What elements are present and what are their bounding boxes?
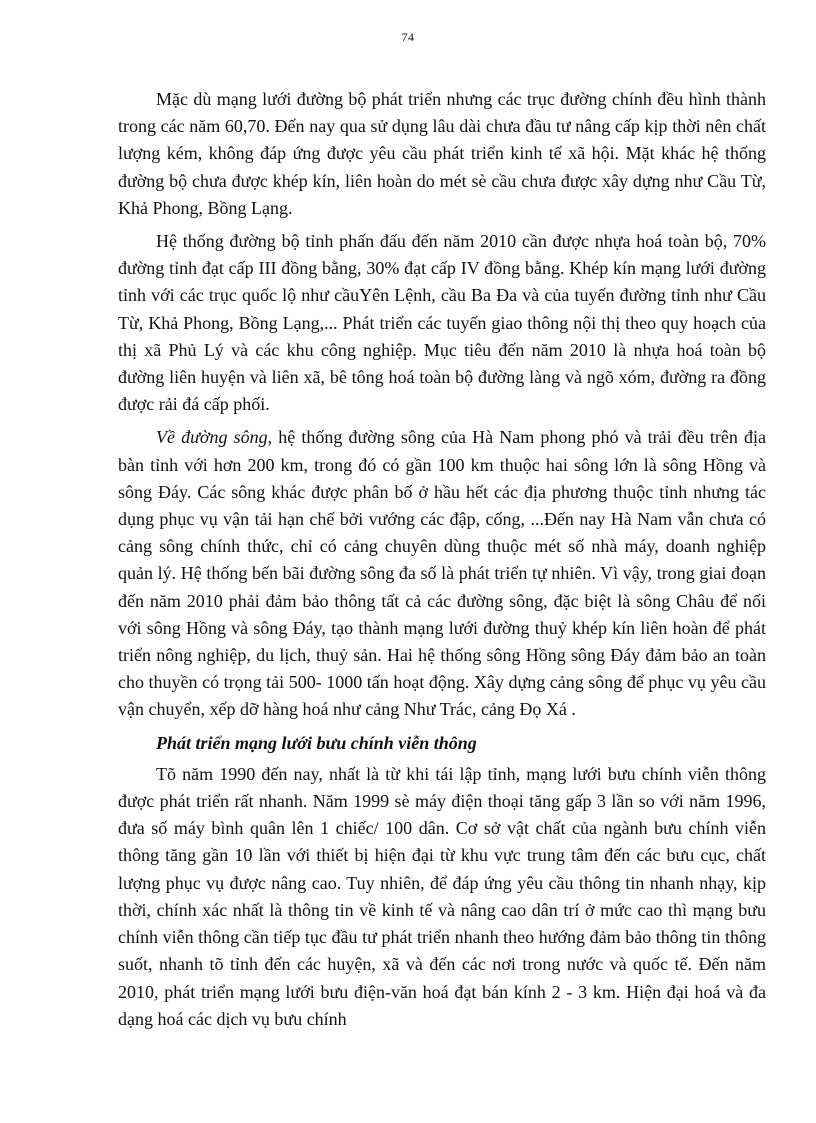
paragraph-road-network-status: Mặc dù mạng lưới đường bộ phát triển nhưng các trục đường chính đều hình thành trong các năm 60,70. Đến nay qua sử dụng lâu dài chưa đầu tư nâng cấp kịp thời nên chất lượng kém, không đáp ứng được yêu cầu phát triển kinh tế xã hội. Mặt khác hệ thống đường bộ chưa được khép kín, liên hoàn do mét sè cầu chưa được xây dựng như Cầu Từ, Khả Phong, Bồng Lạng. (118, 89, 766, 218)
page-number: 74 (401, 30, 415, 44)
waterways-body-text: , hệ thống đường sông của Hà Nam phong phó và trải đều trên địa bàn tỉnh với hơn 200 km, trong đó có gần 100 km thuộc hai sông lớn là sông Hồng và sông Đáy. Các sông khác được phân bố ở hầu hết các địa phương thuộc tỉnh nhưng tác dụng phục vụ vận tải hạn chế bởi vướng các đập, cống, ...Đến nay Hà Nam vẫn chưa có cảng sông chính thức, chỉ có cảng chuyên dùng thuộc mét số nhà máy, doanh nghiệp quản lý. Hệ thống bến bãi đường sông đa số là phát triển tự nhiên. Vì vậy, trong giai đoạn đến năm 2010 phải đảm bảo thông tất cả các đường sông, đặc biệt là sông Châu để nối với sông Hồng và sông Đáy, tạo thành mạng lưới đường thuỷ khép kín liên hoàn để phát triển nông nghiệp, du lịch, thuỷ sản. Hai hệ thống sông Hồng sông Đáy đảm bảo an toàn cho thuyền có trọng tải 500- 1000 tấn hoạt động. Xây dựng cảng sông để phục vụ yêu cầu vận chuyển, xếp dỡ hàng hoá như cảng Như Trác, cảng Đọ Xá . (118, 427, 766, 720)
paragraph-telecom: Tõ năm 1990 đến nay, nhất là từ khi tái lập tỉnh, mạng lưới bưu chính viễn thông được phát triển rất nhanh. Năm 1999 sè máy điện thoại tăng gấp 3 lần so với năm 1996, đưa số máy bình quân lên 1 chiếc/ 100 dân. Cơ sở vật chất của ngành bưu chính viễn thông tăng gần 10 lần với thiết bị hiện đại từ khu vực trung tâm đến các bưu cục, chất lượng phục vụ được nâng cao. Tuy nhiên, để đáp ứng yêu cầu thông tin nhanh nhạy, kịp thời, chính xác nhất là thông tin về kinh tế và nâng cao dân trí ở mức cao thì mạng bưu chính viễn thông cần tiếp tục đầu tư phát triển nhanh theo hướng đảm bảo thông tin thông suốt, nhanh tõ tỉnh đến các huyện, xã và đến các nơi trong nước và quốc tế. Đến năm 2010, phát triển mạng lưới bưu điện-văn hoá đạt bán kính 2 - 3 km. Hiện đại hoá và đa dạng hoá các dịch vụ bưu chính (118, 763, 766, 1029)
section-heading-telecom: Phát triển mạng lưới bưu chính viễn thông (156, 732, 477, 753)
paragraph-road-development-plan: Hệ thống đường bộ tỉnh phấn đấu đến năm 2010 cần được nhựa hoá toàn bộ, 70% đường tỉnh đạt cấp III đồng bằng, 30% đạt cấp IV đồng bằng. Khép kín mạng lưới đường tỉnh với các trục quốc lộ như cầuYên Lệnh, cầu Ba Đa và của tuyến đường tỉnh như Cầu Từ, Khả Phong, Bồng Lạng,... Phát triển các tuyến giao thông nội thị theo quy hoạch của thị xã Phủ Lý và các khu công nghiệp. Mục tiêu đến năm 2010 là nhựa hoá toàn bộ đường liên huyện và liên xã, bê tông hoá toàn bộ đường làng và ngõ xóm, đường ra đồng được rải đá cấp phối. (118, 231, 766, 415)
document-body (118, 86, 766, 1039)
waterways-lead-text: Về đường sông (156, 427, 268, 448)
paragraph-waterways (118, 424, 766, 723)
